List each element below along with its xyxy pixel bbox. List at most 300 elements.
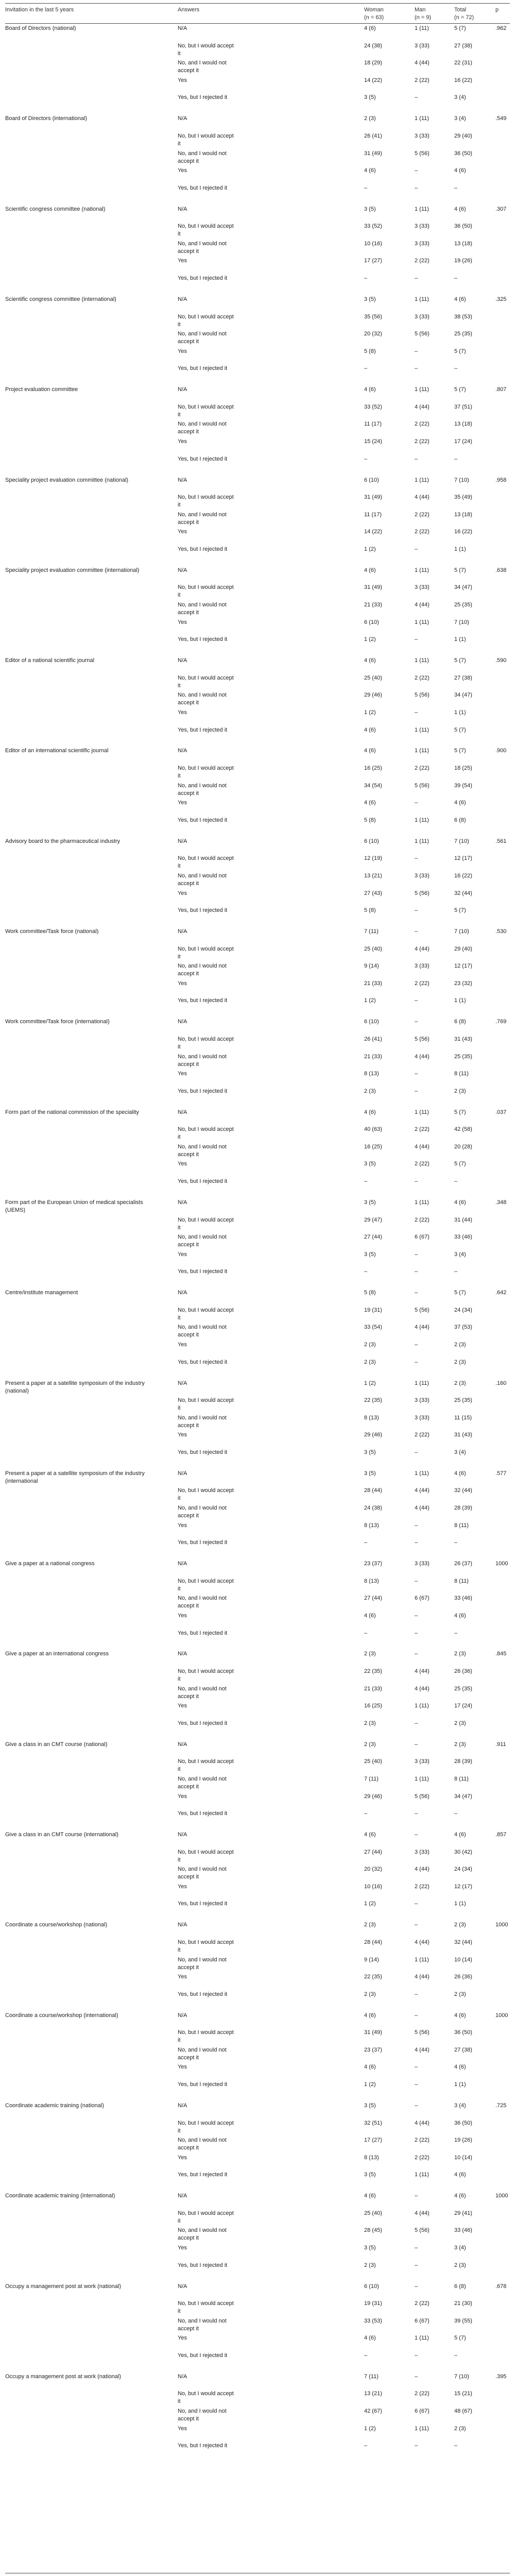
answer-option: No, but I would accept it — [178, 42, 234, 57]
answer-option: Yes — [178, 438, 187, 445]
man-count: 1 (11) — [415, 567, 429, 573]
man-count: – — [415, 1251, 418, 1258]
answer-option: N/A — [178, 928, 187, 935]
total-count: 12 (17) — [454, 855, 472, 862]
man-count: 1 (11) — [415, 1470, 429, 1477]
woman-count: 19 (31) — [364, 1307, 382, 1313]
answer-option: Yes — [178, 167, 187, 174]
total-count: 4 (6) — [454, 2193, 466, 2199]
total-count: 25 (35) — [454, 1397, 472, 1404]
answer-option: No, and I would not accept it — [178, 872, 227, 887]
man-count: 4 (44) — [415, 1939, 430, 1945]
woman-count: 21 (33) — [364, 602, 382, 608]
man-count: 3 (33) — [415, 1414, 430, 1421]
answer-option: No, and I would not accept it — [178, 1956, 227, 1971]
row-label: Speciality project evaluation committee (national) — [5, 477, 129, 483]
woman-count: 13 (21) — [364, 872, 382, 879]
man-count: 1 (11) — [415, 2172, 429, 2178]
woman-count: – — [364, 184, 368, 191]
answer-option: Yes — [178, 348, 187, 354]
total-count: 37 (53) — [454, 1324, 472, 1331]
woman-count: 4 (6) — [364, 800, 376, 806]
woman-count: 3 (5) — [364, 94, 376, 101]
answer-option: No, but I would accept it — [178, 855, 234, 870]
woman-count: 2 (3) — [364, 1359, 376, 1365]
answer-option: N/A — [178, 838, 187, 844]
row-label: Project evaluation committee — [5, 386, 78, 393]
total-count: – — [454, 1810, 458, 1817]
answer-option: No, and I would not accept it — [178, 2046, 227, 2061]
answer-option: No, and I would not accept it — [178, 1685, 227, 1700]
man-count: 4 (44) — [415, 494, 430, 501]
answer-option: N/A — [178, 567, 187, 573]
woman-count: 24 (38) — [364, 1505, 382, 1511]
man-count: 2 (22) — [415, 258, 430, 264]
answer-option: Yes, but I rejected it — [178, 636, 228, 643]
total-count: – — [454, 1268, 458, 1275]
woman-count: 1 (2) — [364, 709, 376, 716]
woman-count: 33 (54) — [364, 1324, 382, 1331]
row-label: Coordinate a course/workshop (international) — [5, 2012, 118, 2019]
total-count: – — [454, 2443, 458, 2449]
woman-count: 29 (47) — [364, 1216, 382, 1223]
header-total: Total — [454, 7, 467, 13]
man-count: 2 (22) — [415, 1161, 430, 1167]
total-count: 4 (6) — [454, 1470, 466, 1477]
answer-option: No, but I would accept it — [178, 223, 234, 238]
man-count: 1 (11) — [415, 817, 429, 823]
answer-option: N/A — [178, 1019, 187, 1025]
total-count: 25 (35) — [454, 1053, 472, 1060]
p-value: .725 — [495, 2102, 507, 2109]
total-count: 16 (22) — [454, 872, 472, 879]
answer-option: No, and I would not accept it — [178, 692, 227, 706]
answer-option: Yes, but I rejected it — [178, 997, 228, 1004]
woman-count: 17 (27) — [364, 258, 382, 264]
answer-option: No, and I would not accept it — [178, 240, 227, 255]
woman-count: 25 (40) — [364, 945, 382, 952]
man-count: 6 (67) — [415, 2317, 430, 2324]
total-count: 25 (35) — [454, 602, 472, 608]
row-label: Coordinate academic training (international) — [5, 2193, 115, 2199]
total-count: 29 (40) — [454, 945, 472, 952]
total-count: 7 (10) — [454, 2373, 469, 2380]
total-count: 8 (11) — [454, 1522, 469, 1529]
woman-count: 2 (3) — [364, 1088, 376, 1094]
man-count: 3 (33) — [415, 132, 430, 139]
total-count: 4 (6) — [454, 800, 466, 806]
header-total-n: (n = 72) — [454, 14, 474, 21]
total-count: 2 (3) — [454, 2425, 466, 2432]
man-count: 3 (33) — [415, 872, 430, 879]
man-count: – — [415, 1359, 418, 1365]
total-count: 4 (6) — [454, 167, 466, 174]
man-count: 4 (44) — [415, 1487, 430, 1494]
answer-option: Yes, but I rejected it — [178, 1178, 228, 1184]
woman-count: 6 (10) — [364, 619, 379, 625]
man-count: 3 (33) — [415, 1397, 430, 1404]
total-count: 39 (55) — [454, 2317, 472, 2324]
total-count: 5 (7) — [454, 1109, 466, 1115]
total-count: 26 (36) — [454, 1668, 472, 1674]
woman-count: 21 (33) — [364, 1053, 382, 1060]
woman-count: 6 (10) — [364, 838, 379, 844]
total-count: 16 (22) — [454, 529, 472, 535]
p-value: .590 — [495, 657, 507, 664]
man-count: – — [415, 928, 418, 935]
answer-option: Yes — [178, 1071, 187, 1077]
woman-count: 2 (3) — [364, 1991, 376, 1997]
man-count: 3 (33) — [415, 1758, 430, 1765]
woman-count: 27 (44) — [364, 1849, 382, 1855]
total-count: 8 (11) — [454, 1578, 469, 1584]
man-count: 1 (11) — [415, 2425, 429, 2432]
total-count: 4 (6) — [454, 1199, 466, 1206]
answer-option: Yes — [178, 1793, 187, 1800]
woman-count: 4 (6) — [364, 748, 376, 754]
man-count: – — [415, 1741, 418, 1748]
man-count: 3 (33) — [415, 223, 430, 230]
man-count: 5 (56) — [415, 2029, 430, 2036]
p-value: .160 — [495, 1380, 507, 1386]
answer-option: No, but I would accept it — [178, 494, 234, 509]
answer-option: Yes — [178, 1342, 187, 1348]
man-count: – — [415, 2443, 418, 2449]
row-label: Centre/institute management — [5, 1290, 78, 1296]
answer-option: N/A — [178, 2012, 187, 2019]
woman-count: – — [364, 1268, 368, 1275]
woman-count: – — [364, 2443, 368, 2449]
total-count: 29 (40) — [454, 132, 472, 139]
answer-option: Yes — [178, 2154, 187, 2161]
answer-option: No, but I would accept it — [178, 1939, 234, 1953]
answer-option: No, but I would accept it — [178, 2210, 234, 2224]
total-count: 4 (6) — [454, 2172, 466, 2178]
answer-option: Yes — [178, 1612, 187, 1619]
p-value: .958 — [495, 477, 507, 483]
header-bottom-rule — [5, 23, 510, 24]
man-count: 2 (22) — [415, 674, 430, 681]
p-value: .678 — [495, 2283, 507, 2290]
man-count: 4 (44) — [415, 1668, 430, 1674]
row-label: Form part of the national commission of the speciality — [5, 1109, 139, 1115]
answer-option: Yes, but I rejected it — [178, 1991, 228, 1997]
answer-option: Yes, but I rejected it — [178, 1359, 228, 1365]
woman-count: 4 (6) — [364, 2193, 376, 2199]
total-count: 21 (30) — [454, 2300, 472, 2307]
man-count: 4 (44) — [415, 2046, 430, 2053]
answer-option: No, and I would not accept it — [178, 1595, 227, 1609]
row-label: Work committee/Task force (national) — [5, 928, 99, 935]
row-label: Coordinate a course/workshop (national) — [5, 1922, 108, 1928]
answer-option: No, but I would accept it — [178, 1578, 234, 1592]
total-count: 2 (3) — [454, 1991, 466, 1997]
man-count: – — [415, 2352, 418, 2359]
woman-count: 29 (46) — [364, 692, 382, 699]
woman-count: 4 (6) — [364, 2335, 376, 2342]
answer-option: N/A — [178, 2283, 187, 2290]
total-count: 38 (53) — [454, 313, 472, 320]
woman-count: 2 (3) — [364, 1720, 376, 1726]
total-count: 16 (22) — [454, 77, 472, 83]
answer-option: N/A — [178, 1290, 187, 1296]
man-count: – — [415, 1268, 418, 1275]
man-count: 4 (44) — [415, 60, 430, 66]
answer-option: N/A — [178, 2102, 187, 2109]
man-count: 6 (67) — [415, 1595, 430, 1602]
man-count: 1 (11) — [415, 619, 429, 625]
woman-count: 15 (24) — [364, 438, 382, 445]
woman-count: – — [364, 455, 368, 462]
total-count: 36 (50) — [454, 150, 472, 157]
total-count: 6 (8) — [454, 2283, 466, 2290]
woman-count: 8 (13) — [364, 1071, 379, 1077]
woman-count: 28 (44) — [364, 1487, 382, 1494]
answer-option: Yes, but I rejected it — [178, 365, 228, 372]
row-label: Present a paper at a satellite symposium of the industry (national) — [5, 1380, 145, 1394]
total-count: 33 (46) — [454, 1234, 472, 1241]
man-count: – — [415, 709, 418, 716]
total-count: 28 (39) — [454, 1758, 472, 1765]
woman-count: 33 (53) — [364, 2317, 382, 2324]
total-count: 5 (7) — [454, 348, 466, 354]
p-value: 1000 — [495, 2012, 508, 2019]
woman-count: 14 (22) — [364, 529, 382, 535]
woman-count: 6 (10) — [364, 477, 379, 483]
total-count: 11 (15) — [454, 1414, 472, 1421]
p-value: .395 — [495, 2373, 507, 2380]
woman-count: 27 (44) — [364, 1595, 382, 1602]
total-count: 13 (18) — [454, 511, 472, 518]
answer-option: No, and I would not accept it — [178, 1414, 227, 1429]
woman-count: 7 (11) — [364, 1775, 379, 1782]
man-count: 4 (44) — [415, 1143, 430, 1150]
total-count: 7 (10) — [454, 928, 469, 935]
woman-count: 4 (6) — [364, 2064, 376, 2071]
woman-count: 18 (29) — [364, 60, 382, 66]
man-count: – — [415, 1071, 418, 1077]
answer-option: Yes — [178, 1161, 187, 1167]
woman-count: 2 (3) — [364, 115, 376, 122]
total-count: 4 (6) — [454, 296, 466, 302]
answer-option: No, and I would not accept it — [178, 1866, 227, 1880]
row-label: Board of Directors (international) — [5, 115, 87, 122]
total-count: 4 (6) — [454, 1832, 466, 1838]
man-count: 2 (22) — [415, 1432, 430, 1438]
total-count: 4 (6) — [454, 2012, 466, 2019]
answer-option: N/A — [178, 25, 187, 31]
p-value: .845 — [495, 1651, 507, 1657]
woman-count: 4 (6) — [364, 2012, 376, 2019]
total-count: 27 (38) — [454, 674, 472, 681]
total-count: 3 (4) — [454, 1449, 466, 1455]
total-count: 24 (34) — [454, 1307, 472, 1313]
man-count: 1 (11) — [415, 1703, 429, 1709]
man-count: 5 (56) — [415, 1036, 430, 1042]
total-count: 31 (43) — [454, 1036, 472, 1042]
man-count: – — [415, 1522, 418, 1529]
total-count: 2 (3) — [454, 1380, 466, 1386]
woman-count: 2 (3) — [364, 1922, 376, 1928]
man-count: – — [415, 2012, 418, 2019]
total-count: – — [454, 455, 458, 462]
man-count: 4 (44) — [415, 1505, 430, 1511]
woman-count: 21 (33) — [364, 980, 382, 987]
answer-option: N/A — [178, 1109, 187, 1115]
answer-option: No, but I would accept it — [178, 2029, 234, 2044]
answer-option: Yes, but I rejected it — [178, 455, 228, 462]
answer-option: Yes, but I rejected it — [178, 2172, 228, 2178]
woman-count: 28 (45) — [364, 2227, 382, 2234]
answer-option: N/A — [178, 1832, 187, 1838]
woman-count: – — [364, 1178, 368, 1184]
woman-count: 31 (49) — [364, 2029, 382, 2036]
answer-option: N/A — [178, 1470, 187, 1477]
man-count: 5 (56) — [415, 331, 430, 337]
total-count: 35 (49) — [454, 494, 472, 501]
man-count: 1 (11) — [415, 206, 429, 212]
total-count: 33 (46) — [454, 1595, 472, 1602]
woman-count: 4 (6) — [364, 167, 376, 174]
woman-count: 12 (19) — [364, 855, 382, 862]
woman-count: 3 (5) — [364, 296, 376, 302]
total-count: 39 (54) — [454, 782, 472, 789]
total-count: 5 (7) — [454, 657, 466, 664]
answer-option: N/A — [178, 1561, 187, 1567]
answer-option: N/A — [178, 477, 187, 483]
row-label: Occupy a management post at work (national) — [5, 2373, 122, 2380]
woman-count: 27 (43) — [364, 890, 382, 896]
answer-option: Yes, but I rejected it — [178, 817, 228, 823]
man-count: – — [415, 1578, 418, 1584]
total-count: 13 (18) — [454, 240, 472, 247]
woman-count: 4 (6) — [364, 657, 376, 664]
woman-count: 22 (35) — [364, 1397, 382, 1404]
total-count: 12 (17) — [454, 963, 472, 970]
row-label: Editor of an international scientific journal — [5, 748, 109, 754]
header-woman: Woman — [364, 7, 384, 13]
answer-option: No, but I would accept it — [178, 132, 234, 147]
woman-count: 33 (52) — [364, 403, 382, 410]
answer-option: No, but I would accept it — [178, 2300, 234, 2315]
woman-count: 8 (13) — [364, 1578, 379, 1584]
answer-option: No, and I would not accept it — [178, 2408, 227, 2422]
total-count: 34 (47) — [454, 1793, 472, 1800]
answer-option: No, and I would not accept it — [178, 1234, 227, 1248]
p-value: 1000 — [495, 1561, 508, 1567]
woman-count: 31 (49) — [364, 150, 382, 157]
answer-option: No, and I would not accept it — [178, 2227, 227, 2242]
row-label: Give a paper at a national congress — [5, 1561, 95, 1567]
p-value: .900 — [495, 748, 507, 754]
answer-option: No, and I would not accept it — [178, 331, 227, 345]
answer-option: No, and I would not accept it — [178, 1324, 227, 1338]
p-value: .577 — [495, 1470, 507, 1477]
woman-count: 35 (56) — [364, 313, 382, 320]
woman-count: 9 (14) — [364, 963, 379, 970]
answer-option: No, but I would accept it — [178, 1397, 234, 1412]
total-count: 31 (44) — [454, 1216, 472, 1223]
p-value: .348 — [495, 1199, 507, 1206]
total-count: 2 (3) — [454, 1088, 466, 1094]
answer-option: Yes — [178, 619, 187, 625]
answer-option: No, and I would not accept it — [178, 2317, 227, 2332]
man-count: 2 (22) — [415, 1883, 430, 1890]
woman-count: 3 (5) — [364, 1199, 376, 1206]
total-count: – — [454, 184, 458, 191]
man-count: – — [415, 1901, 418, 1907]
total-count: 1 (1) — [454, 546, 466, 552]
answer-option: No, and I would not accept it — [178, 782, 227, 796]
answer-option: Yes — [178, 890, 187, 896]
row-label: Occupy a management post at work (national) — [5, 2283, 122, 2290]
woman-count: 3 (5) — [364, 1449, 376, 1455]
man-count: – — [415, 1720, 418, 1726]
man-count: – — [415, 1178, 418, 1184]
total-count: 2 (3) — [454, 1720, 466, 1726]
p-value: .642 — [495, 1290, 507, 1296]
woman-count: 24 (38) — [364, 42, 382, 49]
answer-option: No, and I would not accept it — [178, 150, 227, 164]
man-count: 2 (22) — [415, 511, 430, 518]
answer-option: No, and I would not accept it — [178, 60, 227, 74]
woman-count: 28 (44) — [364, 1939, 382, 1945]
woman-count: 19 (31) — [364, 2300, 382, 2307]
answer-option: Yes, but I rejected it — [178, 275, 228, 281]
total-count: 7 (10) — [454, 619, 469, 625]
woman-count: 20 (32) — [364, 1866, 382, 1873]
man-count: – — [415, 2193, 418, 2199]
answer-option: N/A — [178, 296, 187, 302]
p-value: 1000 — [495, 2193, 508, 2199]
man-count: 2 (22) — [415, 421, 430, 428]
woman-count: 7 (11) — [364, 928, 379, 935]
row-label: Give a class in an CMT course (national) — [5, 1741, 108, 1748]
man-count: 1 (11) — [415, 838, 429, 844]
total-count: 5 (7) — [454, 25, 466, 31]
woman-count: 9 (14) — [364, 1956, 379, 1963]
row-label: Speciality project evaluation committee (international) — [5, 567, 140, 573]
answer-option: No, and I would not accept it — [178, 1053, 227, 1067]
p-value: .857 — [495, 1832, 507, 1838]
woman-count: 14 (22) — [364, 77, 382, 83]
answer-option: Yes, but I rejected it — [178, 2262, 228, 2268]
man-count: – — [415, 1832, 418, 1838]
total-count: 23 (32) — [454, 980, 472, 987]
man-count: 2 (22) — [415, 980, 430, 987]
man-count: – — [415, 800, 418, 806]
total-count: 3 (4) — [454, 1251, 466, 1258]
answer-option: No, but I would accept it — [178, 2391, 234, 2405]
man-count: 3 (33) — [415, 1849, 430, 1855]
total-count: 32 (44) — [454, 890, 472, 896]
woman-count: 10 (16) — [364, 1883, 382, 1890]
man-count: – — [415, 1019, 418, 1025]
answer-option: No, but I would accept it — [178, 403, 234, 418]
total-count: 26 (36) — [454, 1974, 472, 1980]
man-count: 1 (11) — [415, 477, 429, 483]
answer-option: Yes — [178, 1883, 187, 1890]
total-count: 30 (42) — [454, 1849, 472, 1855]
woman-count: 16 (25) — [364, 765, 382, 771]
man-count: – — [415, 1539, 418, 1546]
man-count: 2 (22) — [415, 2300, 430, 2307]
answer-option: Yes — [178, 258, 187, 264]
answer-option: No, but I would accept it — [178, 1036, 234, 1050]
answer-option: N/A — [178, 386, 187, 393]
woman-count: 4 (6) — [364, 25, 376, 31]
woman-count: 5 (8) — [364, 907, 376, 914]
